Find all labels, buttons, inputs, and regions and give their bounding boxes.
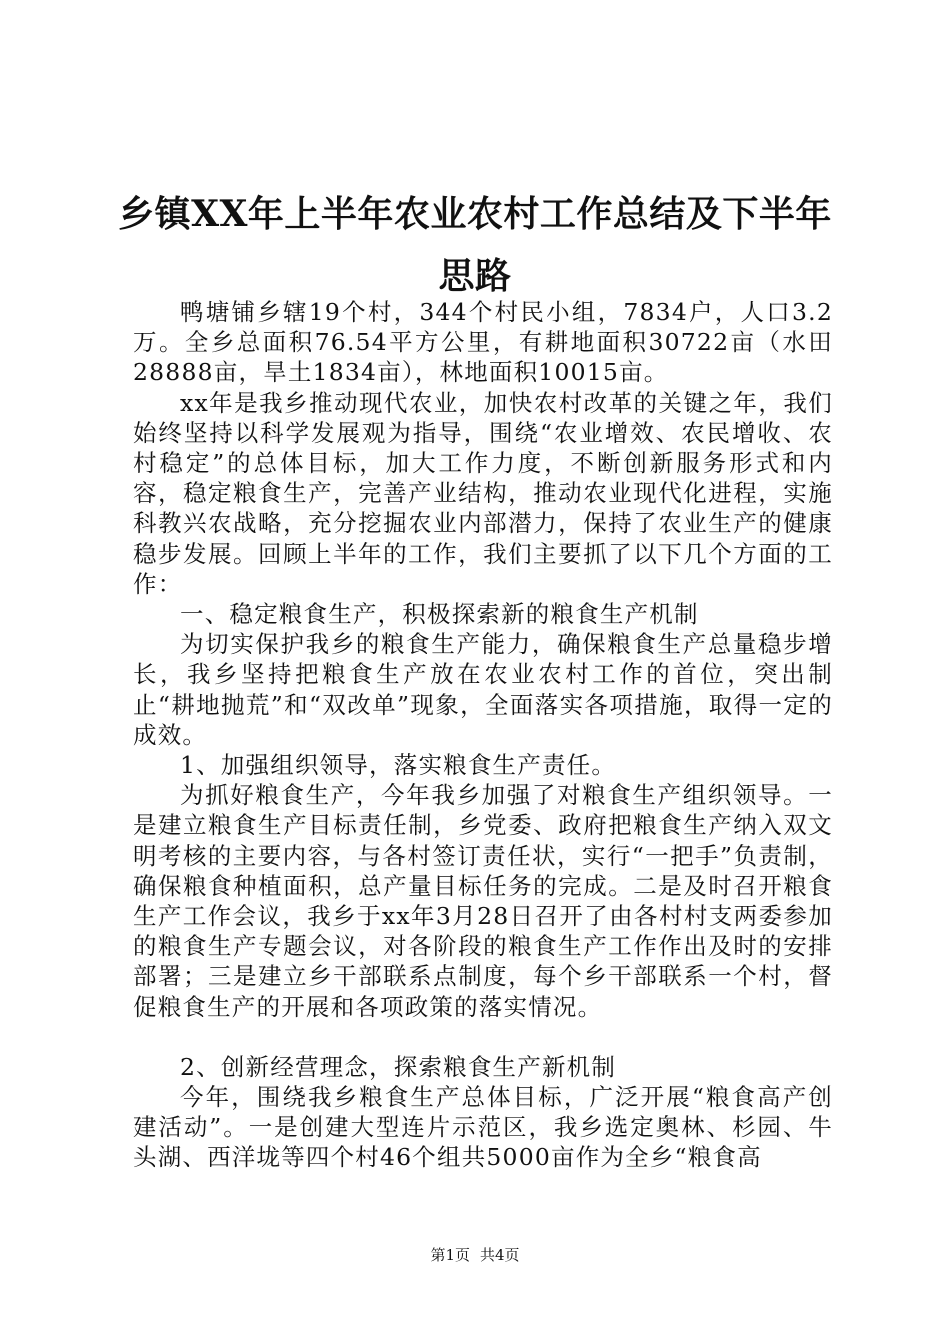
page-footer: [0, 1245, 950, 1265]
paragraph-section-1: 为切实保护我乡的粮食生产能力，确保粮食生产总量稳步增长，我乡坚持把粮食生产放在农业农村工作的首位，突出制止“耕地抛荒”和“双改单”现象，全面落实各项措施，取得一定的成效。: [133, 630, 833, 749]
subheading-2: 2、创新经营理念，探索粮食生产新机制: [180, 1052, 617, 1081]
page-number-total: 共4页: [480, 1246, 520, 1264]
paragraph-subsection-2: 今年，围绕我乡粮食生产总体目标，广泛开展“粮食高产创建活动”。一是创建大型连片示范区，我乡选定奥林、杉园、牛头湖、西洋垅等四个村46个组共5000亩作为全乡“粮食高: [133, 1083, 833, 1172]
document-body: [133, 297, 833, 1173]
title-line-1: 乡镇XX年上半年农业农村工作总结及下半年: [118, 193, 832, 235]
subheading-1: 1、加强组织领导，落实粮食生产责任。: [180, 751, 617, 780]
section-heading-1: 一、稳定粮食生产，积极探索新的粮食生产机制: [180, 600, 699, 629]
paragraph-intro: xx年是我乡推动现代农业，加快农村改革的关键之年，我们始终坚持以科学发展观为指导，围绕“农业增效、农民增收、农村稳定”的总体目标，加大工作力度，不断创新服务形式和内容，稳定粮食生产，完善产业结构，推动农业现代化进程，实施科教兴农战略，充分挖掘农业内部潜力，保持了农业生产的健康稳步发展。回顾上半年的工作，我们主要抓了以下几个方面的工作：: [133, 388, 833, 598]
document-title: [110, 183, 840, 307]
paragraph-subsection-1: 为抓好粮食生产，今年我乡加强了对粮食生产组织领导。一是建立粮食生产目标责任制，乡党委、政府把粮食生产纳入双文明考核的主要内容，与各村签订责任状，实行“一把手”负责制，确保粮食种植面积，总产量目标任务的完成。二是及时召开粮食生产工作会议，我乡于xx年3月28日召开了由各村村支两委参加的粮食生产专题会议，对各阶段的粮食生产工作作出及时的安排部署；三是建立乡干部联系点制度，每个乡干部联系一个村，督促粮食生产的开展和各项政策的落实情况。: [133, 781, 833, 1021]
title-line-2: 思路: [438, 255, 512, 297]
paragraph-overview: 鸭塘铺乡辖19个村，344个村民小组，7834户，人口3.2万。全乡总面积76.54平方公里，有耕地面积30722亩（水田28888亩，旱土1834亩），林地面积10015亩。: [133, 298, 833, 387]
page-number-current: 第1页: [430, 1246, 470, 1264]
